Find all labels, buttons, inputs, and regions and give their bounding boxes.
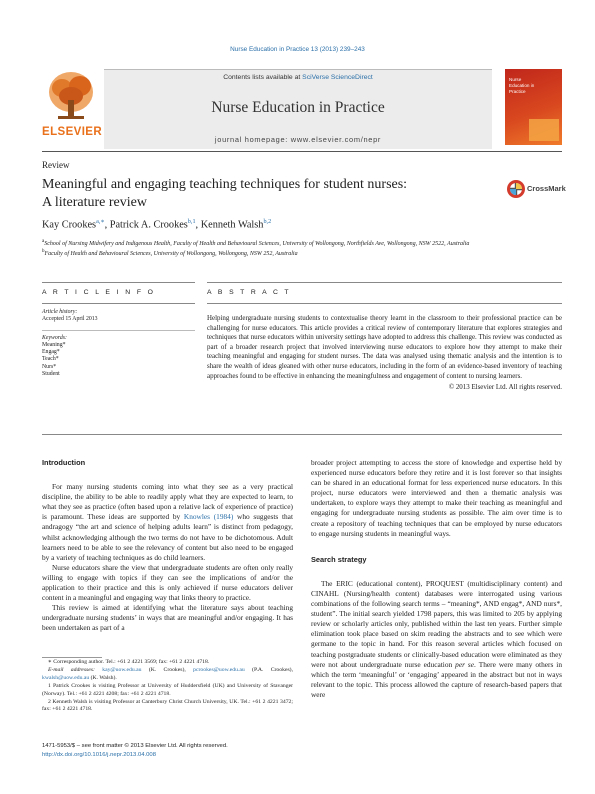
abstract-rule	[207, 303, 562, 304]
email-label: E-mail addresses:	[48, 666, 95, 673]
article-title	[42, 176, 482, 211]
author-sup[interactable]: a,∗	[96, 218, 105, 225]
author-sup[interactable]: b,1	[187, 218, 196, 225]
affiliations	[42, 238, 562, 258]
affiliation	[42, 248, 562, 258]
running-citation: Nurse Education in Practice 13 (2013) 239–243	[230, 46, 365, 53]
footnote-2: 2 Kenneth Walsh is visiting Professor at Canterbury Christ Church University, UK. Tel.: +61 2 4221 3472; fax: +61 2 4221 4718.	[42, 698, 293, 713]
email-link[interactable]: kay@uow.edu.au	[102, 666, 142, 673]
footnote-rule	[42, 657, 102, 658]
footnotes	[42, 659, 293, 714]
affiliation-sup: a	[42, 239, 45, 244]
article-title-line: Meaningful and engaging teaching techniques for student nurses:	[42, 177, 408, 192]
front-matter-divider	[42, 434, 562, 435]
body-column-left	[42, 458, 293, 634]
elsevier-wordmark: ELSEVIER	[42, 126, 103, 138]
journal-title: Nurse Education in Practice	[211, 99, 385, 116]
section-heading-search-strategy: Search strategy	[311, 554, 367, 564]
abstract-heading: A B S T R A C T	[207, 289, 291, 296]
article-type: Review	[42, 160, 70, 170]
affiliation-text: School of Nursing Midwifery and Indigenous Health, Faculty of Health and Behavioural Sciences, University of Wollongong, Northfields Ave, Wollongong, NSW 2522, Australia	[44, 241, 470, 247]
paragraph-text: For many nursing students coming into what they see as a very practical discipline, the ability to be able to readily apply what they are expected to learn, to what they see as practice (often based upon a relative lack of experience of practice) is paramount. These ideas are supported by	[42, 482, 293, 522]
body-paragraph: Nurse educators share the view that undergraduate students are often only really willing to engage with topics if they can see the implications of and/or the application to their practice and this is only achieved if nurse educators deliver content in a meaningful and engaging way that links theory to practice.	[42, 562, 293, 603]
journal-cover-thumbnail	[505, 69, 562, 145]
author-name: Kenneth Walsh	[200, 219, 264, 231]
sciencedirect-link[interactable]: SciVerse ScienceDirect	[302, 74, 373, 81]
cover-title	[509, 77, 557, 95]
cover-title-line: Nurse	[509, 77, 522, 82]
cover-art	[529, 119, 559, 141]
author-sep: ,	[104, 219, 110, 231]
paragraph-emphasis: per se	[455, 659, 475, 669]
citation-link[interactable]: Knowles (1984)	[183, 512, 234, 522]
author-name: Kay Crookes	[42, 219, 97, 231]
paragraph-text: . There were many others in which the term ‘meaningful’ or ‘engaging’ appeared in the abstract but not in ways relevant to the topic. This process allowed the capture of research-based papers that were	[311, 659, 562, 699]
article-info-heading: A R T I C L E I N F O	[42, 289, 156, 296]
keyword: Engag*	[42, 349, 60, 356]
paragraph-text: The ERIC (educational content), PROQUEST (multidisciplinary content) and CINAHL (Nursing/health content) databases were interrogated using various combinations of the following search terms – “meaning*, AND engag*, AND nurs*, student”. The initial search yielded 1798 papers, this was limited to 205 by applying review or scholarly articles only, published within the last ten years. Further simple elimination took place based on skim reading the abstracts and to see which were germane to the topic in hand. For this reason several articles which focused on teaching postgraduate students or clinically-based education were eliminated as they were not about undergraduate nurse education	[311, 578, 562, 669]
email-addresses	[42, 667, 293, 683]
abstract-copyright: © 2013 Elsevier Ltd. All rights reserved.	[448, 383, 562, 392]
email-link[interactable]: kwalsh@uow.edu.au	[42, 674, 90, 681]
abstract-panel	[207, 282, 562, 391]
history-value: Accepted 15 April 2013	[42, 316, 98, 323]
contents-available-line	[104, 74, 492, 81]
keywords-label: Keywords:	[42, 334, 67, 341]
article-title-line: A literature review	[42, 194, 147, 210]
keywords-block	[42, 335, 195, 379]
issn-block	[42, 742, 293, 760]
history-label: Article history:	[42, 309, 78, 315]
keyword: Meaning*	[42, 341, 66, 348]
keywords-rule	[42, 330, 195, 331]
affiliation-text: Faculty of Health and Behavioural Sciences, University of Wollongong, Wollongong, NSW 252, Australia	[44, 251, 298, 258]
doi-link[interactable]: http://dx.doi.org/10.1016/j.nepr.2013.04.008	[42, 752, 156, 758]
body-paragraph: This review is aimed at identifying what the literature says about teaching undergraduate nursing students’ in ways that are meaningful and/or engaging. It has been undertaken as part of a	[42, 603, 293, 633]
email-owner: (K. Crookes),	[141, 666, 194, 673]
article-info-top-rule	[42, 282, 195, 283]
abstract-text: Helping undergraduate nursing students to contextualise theory learnt in the classroom to their professional practice can be challenging for nurse educators. This article provides a critical review of contemporary literature that explores strategies and techniques that nurse educators within university settings have adopted to address this challenge. This review was conducted as part of a broader research project that involved interviewing nurse educators to explore how they attempt to make their teaching meaningful and engaging for student nurses. The data was analysed using thematic analysis and the intention is to share the wealth of ideas gleaned with other nurse educators, including in the form of an evidence-based inventory of teaching approaches found to be effective in enhancing the meaningfulness and engagement of content to nursing learners.	[207, 314, 562, 380]
footnote-1: 1 Patrick Crookes is visiting Professor at University of Huddersfield (UK) and University of Stavanger (Norway). Tel.: +61 2 4221 4208; fax: +61 2 4221 4718.	[42, 682, 293, 697]
email-owner: (K. Walsh).	[89, 674, 117, 681]
crossmark-label: CrossMark	[527, 184, 566, 193]
elsevier-logo	[42, 66, 103, 138]
email-owner: (P.A. Crookes),	[244, 666, 293, 673]
author-sup[interactable]: b,2	[263, 218, 272, 225]
section-heading-introduction: Introduction	[42, 458, 86, 467]
author-sep: ,	[195, 219, 201, 231]
affiliation-sup: b	[42, 249, 45, 255]
issn-line: 1471-5953/$ – see front matter © 2013 Elsevier Ltd. All rights reserved.	[42, 743, 228, 749]
keyword: Student	[42, 371, 60, 378]
corresponding-author-note: ∗ Corresponding author. Tel.: +61 2 4221 3569; fax: +61 2 4221 4718.	[48, 659, 210, 665]
body-column-right	[311, 458, 562, 700]
cover-title-line: Practice	[509, 89, 526, 94]
paragraph-text: who suggests that andragogy “the art and science of helping adults learn” is distinct from pedagogy, whilst acknowledging although the two terms do not have to be dichotomous. Adult learners need to be able to see the relevancy of content but also need to be engaged by a variety of teaching techniques as do child learners.	[42, 512, 293, 562]
keyword: Nurs*	[42, 363, 57, 370]
body-paragraph: broader project attempting to access the store of knowledge and expertise held by experienced nurse educators before they retire and it is lost forever so that insights can be shared in an educational format for less experienced nurse educators. In this project, nurse educators were interviewed and then a thematic analysis was undertaken, to explore ways they attempt to make their teaching as meaningful and engaging for undergraduate nursing students as possible. The aim over time is to create a repository of teaching techniques that can be employed by nurse educators to engage nursing students in meaningful ways.	[311, 458, 562, 538]
body-paragraph	[42, 482, 293, 563]
abstract-top-rule	[207, 282, 562, 283]
journal-masthead	[104, 69, 492, 149]
author-list	[42, 218, 271, 230]
affiliation	[42, 238, 562, 248]
author-name: Patrick A. Crookes	[109, 219, 188, 231]
keyword: Teach*	[42, 356, 59, 363]
article-info-rule	[42, 303, 195, 304]
article-info-panel	[42, 282, 195, 378]
body-paragraph	[311, 579, 562, 700]
email-link[interactable]: pcrookes@uow.edu.au	[193, 666, 245, 673]
elsevier-tree-icon	[42, 66, 100, 124]
article-history	[42, 309, 195, 324]
cover-title-line: Education in	[509, 83, 535, 88]
crossmark-badge[interactable]	[506, 178, 566, 200]
journal-homepage[interactable]: journal homepage: www.elsevier.com/nepr	[214, 135, 382, 144]
contents-prefix: Contents lists available at	[223, 74, 301, 81]
masthead-divider	[42, 151, 562, 152]
